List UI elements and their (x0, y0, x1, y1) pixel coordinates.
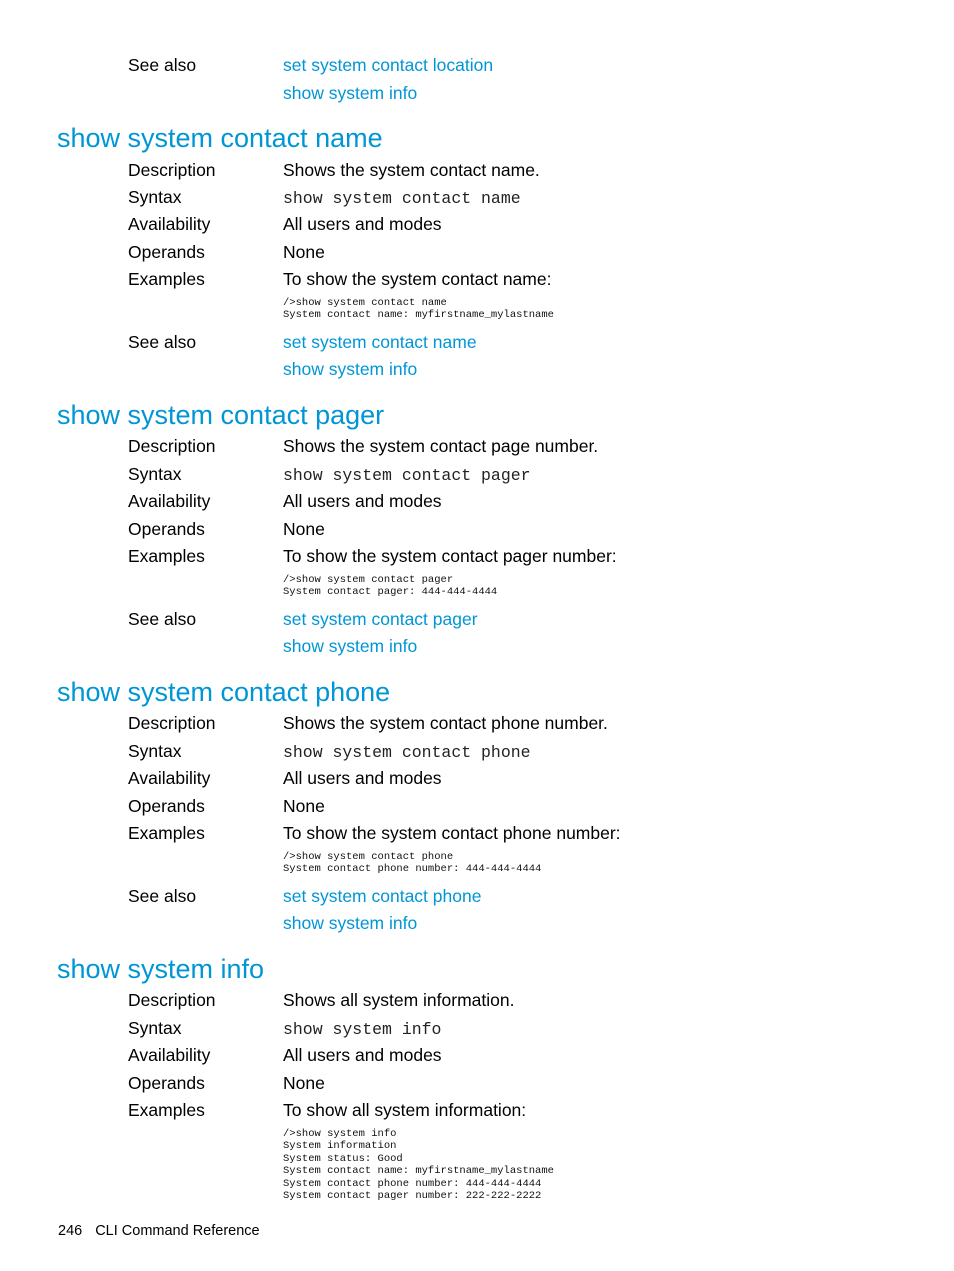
description-text: Shows the system contact name. (283, 160, 540, 180)
availability-text: All users and modes (283, 768, 442, 788)
code-line: System contact pager: 444-444-4444 (283, 586, 498, 599)
availability-label: Availability (128, 491, 211, 511)
page-footer (58, 1223, 260, 1239)
link-show-system-info[interactable]: show system info (283, 83, 418, 103)
availability-label: Availability (128, 768, 211, 788)
code-line: />show system contact phone (283, 851, 454, 863)
code-example (283, 1128, 554, 1202)
availability-text: All users and modes (283, 1045, 442, 1065)
code-line: />show system info (283, 1128, 397, 1140)
operands-label: Operands (128, 1073, 205, 1093)
description-text: Shows the system contact phone number. (283, 713, 608, 733)
examples-label: Examples (128, 269, 205, 289)
code-line: System contact name: myfirstname_mylastname (283, 1165, 554, 1178)
see-also-label: See also (128, 886, 197, 906)
description-label: Description (128, 713, 216, 733)
syntax-label: Syntax (128, 464, 182, 484)
link-set-system-contact-location[interactable]: set system contact location (283, 55, 494, 75)
see-also-label: See also (128, 609, 197, 629)
code-line: />show system contact name (283, 297, 447, 309)
operands-text: None (283, 242, 325, 262)
examples-text: To show the system contact name: (283, 269, 552, 289)
code-example (283, 574, 497, 599)
syntax-code: show system contact name (283, 189, 521, 208)
operands-text: None (283, 796, 325, 816)
code-line: System status: Good (283, 1152, 403, 1165)
syntax-code: show system contact pager (283, 466, 531, 485)
availability-text: All users and modes (283, 491, 442, 511)
code-line: System contact phone number: 444-444-4444 (283, 1177, 542, 1190)
description-text: Shows the system contact page number. (283, 436, 599, 456)
syntax-label: Syntax (128, 1018, 182, 1038)
syntax-label: Syntax (128, 741, 182, 761)
see-also-label: See also (128, 55, 197, 75)
code-line: System information (283, 1140, 397, 1153)
syntax-label: Syntax (128, 187, 182, 207)
description-label: Description (128, 990, 216, 1010)
code-line: />show system contact pager (283, 574, 454, 586)
operands-label: Operands (128, 796, 205, 816)
description-label: Description (128, 436, 216, 456)
section-heading-system-info: show system info (57, 954, 265, 984)
link-show-system-info[interactable]: show system info (283, 636, 418, 656)
availability-text: All users and modes (283, 214, 442, 234)
availability-label: Availability (128, 1045, 211, 1065)
footer-title: CLI Command Reference (95, 1223, 260, 1239)
description-text: Shows all system information. (283, 990, 515, 1010)
see-also-label: See also (128, 332, 197, 352)
examples-label: Examples (128, 1100, 205, 1120)
syntax-code: show system info (283, 1020, 442, 1039)
code-line: System contact phone number: 444-444-4444 (283, 863, 542, 876)
link-show-system-info[interactable]: show system info (283, 913, 418, 933)
operands-text: None (283, 1073, 325, 1093)
examples-label: Examples (128, 546, 205, 566)
examples-label: Examples (128, 823, 205, 843)
code-example (283, 851, 541, 876)
syntax-code: show system contact phone (283, 743, 531, 762)
code-line: System contact name: myfirstname_mylastname (283, 309, 554, 322)
link-show-system-info[interactable]: show system info (283, 359, 418, 379)
examples-text: To show all system information: (283, 1100, 527, 1120)
section-heading-contact-phone: show system contact phone (57, 677, 391, 707)
section-heading-contact-pager: show system contact pager (57, 400, 385, 430)
description-label: Description (128, 160, 216, 180)
section-heading-contact-name: show system contact name (57, 123, 383, 153)
code-line: System contact pager number: 222-222-2222 (283, 1190, 542, 1203)
link-set-system-contact-pager[interactable]: set system contact pager (283, 609, 478, 629)
examples-text: To show the system contact phone number: (283, 823, 621, 843)
availability-label: Availability (128, 214, 211, 234)
page-number: 246 (58, 1223, 83, 1239)
operands-label: Operands (128, 519, 205, 539)
operands-label: Operands (128, 242, 205, 262)
link-set-system-contact-name[interactable]: set system contact name (283, 332, 477, 352)
link-set-system-contact-phone[interactable]: set system contact phone (283, 886, 482, 906)
code-example (283, 297, 554, 322)
examples-text: To show the system contact pager number: (283, 546, 617, 566)
operands-text: None (283, 519, 325, 539)
